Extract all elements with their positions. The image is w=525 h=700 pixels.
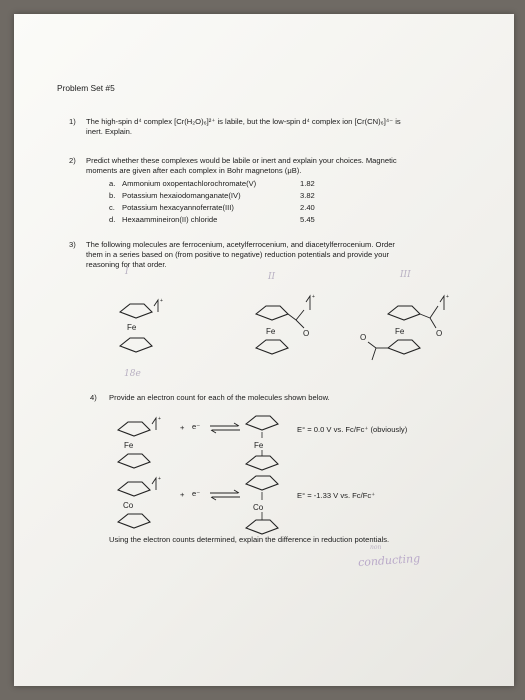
q1-number: 1) [69, 117, 76, 126]
cp-ring-bottom [256, 340, 288, 354]
metal-label: Fe [254, 441, 264, 450]
cp-ring-bottom [118, 454, 150, 468]
q2-item-name: Ammonium oxopentachlorochromate(V) [122, 179, 257, 188]
metal-label: Fe [395, 327, 405, 336]
equilibrium-arrow [208, 423, 242, 433]
oxygen-label: O [303, 329, 310, 338]
q2-item-value: 2.40 [300, 203, 315, 212]
potential-row2: E° = -1.33 V vs. Fc/Fc⁺ [297, 491, 376, 500]
charge-label: + [160, 298, 163, 304]
cp-ring-top [246, 476, 278, 490]
q1-text-line1: The high-spin d⁴ complex [Cr(H₂O)₆]²⁺ is labile, but the low-spin d⁴ complex ion [Cr(CN)₆]⁴⁻ is [86, 117, 401, 126]
cp-ring-bottom [246, 520, 278, 534]
handwritten-label-3: III [400, 270, 411, 280]
page-title: Problem Set #5 [57, 83, 115, 93]
plus-sign: + [180, 490, 185, 499]
metal-label: Fe [266, 327, 276, 336]
carbonyl-bond [430, 318, 436, 328]
charge-label: + [158, 476, 161, 482]
q2-text-line1: Predict whether these complexes would be labile or inert and explain your choices. Magnetic [86, 156, 397, 165]
q2-item-letter: d. [109, 215, 116, 224]
carbonyl-bond [368, 342, 376, 348]
methyl-bond [296, 310, 304, 320]
handwritten-note: conducting [357, 551, 421, 570]
cobaltocenium-reactant [110, 474, 170, 540]
charge-bracket [152, 478, 156, 490]
cp-ring-top [388, 306, 420, 320]
worksheet-page [14, 14, 514, 686]
ferrocenium-reactant [110, 414, 170, 480]
metal-label: Fe [124, 441, 134, 450]
equilibrium-arrow [208, 490, 242, 500]
methyl-bond [430, 306, 438, 318]
handwritten-electron-note: 18e [124, 369, 141, 379]
ferrocenium-structure [110, 294, 170, 364]
cp-ring-top [256, 306, 288, 320]
charge-bracket [152, 418, 156, 430]
q2-text-line2: moments are given after each complex in Bohr magnetons (μB). [86, 166, 302, 175]
handwritten-label-2: II [268, 272, 276, 282]
cp-ring-bottom [246, 456, 278, 470]
metal-label: Fe [127, 323, 137, 332]
charge-label: + [446, 294, 449, 300]
q2-item-letter: c. [109, 203, 115, 212]
handwritten-note-small: non [370, 544, 382, 551]
potential-row1: E° = 0.0 V vs. Fc/Fc⁺ (obviously) [297, 425, 408, 434]
q2-item-value: 3.82 [300, 191, 315, 200]
q2-number: 2) [69, 156, 76, 165]
q2-item-letter: a. [109, 179, 116, 188]
q3-text-line3: reasoning for that order. [86, 260, 167, 269]
electron-symbol: e⁻ [192, 422, 201, 431]
electron-symbol: e⁻ [192, 489, 201, 498]
q4-closing-text: Using the electron counts determined, explain the difference in reduction potentials. [109, 535, 390, 544]
cp-ring-top [118, 422, 150, 436]
q2-item-name: Hexaammineiron(II) chloride [122, 215, 218, 224]
q3-number: 3) [69, 240, 76, 249]
cp-ring-top [120, 304, 152, 318]
carbonyl-bond [296, 320, 304, 328]
q3-text-line2: them in a series based on (from positive to negative) reduction potentials and provide your [86, 250, 390, 259]
charge-label: + [158, 416, 161, 422]
cobaltocene-product [240, 470, 290, 544]
metal-label: Co [253, 503, 264, 512]
q1-text-line2: inert. Explain. [86, 127, 133, 136]
q2-item-name: Potassium hexaiodomanganate(IV) [122, 191, 241, 200]
charge-label: + [312, 294, 315, 300]
cp-ring-top [118, 482, 150, 496]
acyl-bond [288, 314, 296, 320]
q2-item-name: Potassium hexacyannoferrate(III) [122, 203, 234, 212]
cp-ring-top [246, 416, 278, 430]
diacetylferrocenium-structure [350, 290, 460, 370]
methyl-bond [372, 348, 376, 360]
cp-ring-bottom [388, 340, 420, 354]
charge-bracket [440, 296, 444, 310]
acetylferrocenium-structure [246, 290, 336, 364]
q2-item-value: 1.82 [300, 179, 315, 188]
handwritten-label-1: I [125, 267, 129, 277]
charge-bracket [154, 300, 158, 312]
cp-ring-bottom [118, 514, 150, 528]
q2-item-letter: b. [109, 191, 116, 200]
q2-item-value: 5.45 [300, 215, 315, 224]
q3-text-line1: The following molecules are ferrocenium, acetylferrocenium, and diacetylferrocenium. Order [86, 240, 395, 249]
oxygen-label: O [360, 333, 367, 342]
q4-number: 4) [90, 393, 97, 402]
q4-text-line1: Provide an electron count for each of the molecules shown below. [109, 393, 330, 402]
oxygen-label: O [436, 329, 443, 338]
cp-ring-bottom [120, 338, 152, 352]
metal-label: Co [123, 501, 134, 510]
plus-sign: + [180, 423, 185, 432]
acyl-bond [420, 314, 430, 318]
charge-bracket [306, 296, 310, 310]
